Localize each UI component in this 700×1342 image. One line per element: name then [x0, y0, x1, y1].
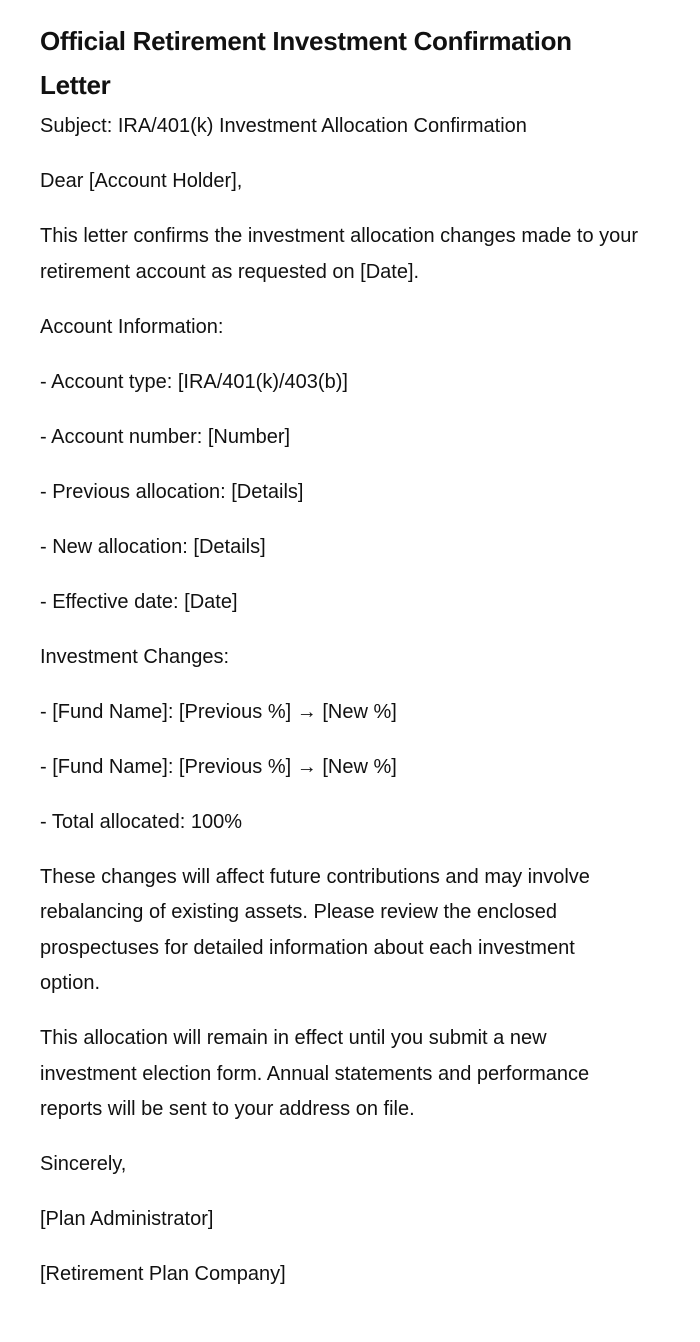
closing: Sincerely,	[40, 1153, 127, 1175]
investment-changes-heading: Investment Changes:	[40, 645, 229, 668]
salutation: Dear [Account Holder],	[40, 170, 243, 192]
letter-title: Official Retirement Investment Confirmation Letter	[40, 26, 572, 100]
body-paragraph: These changes will affect future contributions and may involve rebalancing of existing assets. Please review the enclosed prospectuses for detailed information about each investment option.	[40, 865, 590, 994]
body-paragraph: This allocation will remain in effect until you submit a new investment election form. Annual statements and performance reports will be sent to your address on file.	[40, 1027, 590, 1120]
account-info-item: - Account number: [Number]	[40, 425, 291, 448]
account-info-heading: Account Information:	[40, 315, 224, 338]
subject-line: Subject: IRA/401(k) Investment Allocation Confirmation	[40, 115, 527, 137]
investment-change-item: - [Fund Name]: [Previous %] → [New %]	[40, 700, 397, 723]
signature-name: [Plan Administrator]	[40, 1208, 214, 1230]
account-info-item: - Previous allocation: [Details]	[40, 480, 304, 503]
investment-change-item: - [Fund Name]: [Previous %] → [New %]	[40, 755, 397, 778]
account-info-item: - New allocation: [Details]	[40, 535, 266, 558]
intro-paragraph: This letter confirms the investment allocation changes made to your retirement account as requested on [Date].	[40, 225, 639, 283]
signature-company: [Retirement Plan Company]	[40, 1263, 286, 1285]
account-info-item: - Account type: [IRA/401(k)/403(b)]	[40, 370, 348, 393]
investment-change-item: - Total allocated: 100%	[40, 810, 242, 833]
account-info-item: - Effective date: [Date]	[40, 590, 238, 613]
